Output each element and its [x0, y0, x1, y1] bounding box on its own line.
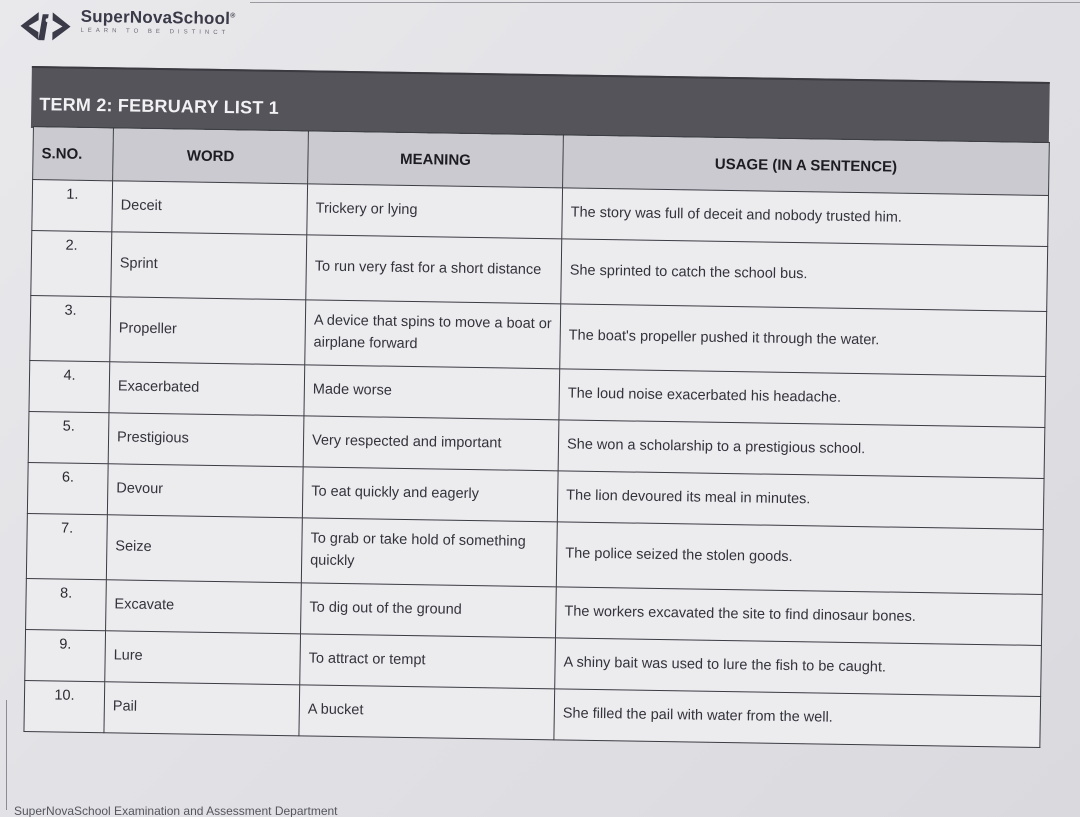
term-title: TERM 2: FEBRUARY LIST 1	[39, 94, 280, 118]
row-usage: The lion devoured its meal in minutes.	[557, 471, 1044, 530]
row-meaning: Very respected and important	[303, 416, 559, 471]
row-sno: 9.	[25, 630, 106, 682]
row-word: Pail	[104, 682, 300, 736]
vocabulary-table	[23, 126, 1049, 748]
logo-mark-icon	[16, 6, 75, 47]
row-word: Prestigious	[108, 413, 304, 467]
header-usage: USAGE (IN A SENTENCE)	[563, 135, 1050, 196]
row-word: Devour	[107, 464, 303, 518]
row-word: Lure	[105, 631, 301, 685]
row-usage: She filled the pail with water from the well.	[554, 689, 1041, 748]
row-meaning: To eat quickly and eagerly	[302, 467, 558, 522]
row-meaning: To attract or tempt	[300, 634, 556, 689]
row-meaning: Trickery or lying	[307, 184, 563, 239]
school-logo	[16, 6, 235, 49]
row-sno: 8.	[26, 579, 107, 631]
row-sno: 4.	[29, 361, 110, 413]
row-usage: The boat's propeller pushed it through the water.	[560, 304, 1047, 377]
row-sno: 7.	[26, 514, 107, 580]
logo-trademark: ®	[230, 12, 236, 20]
row-word: Excavate	[106, 580, 302, 634]
logo-name: SuperNovaSchool	[80, 6, 231, 29]
row-meaning: To run very fast for a short distance	[306, 235, 562, 304]
row-word: Deceit	[112, 181, 308, 235]
row-meaning: To dig out of the ground	[301, 583, 557, 638]
header-meaning: MEANING	[308, 131, 564, 188]
footer-department: SuperNovaSchool Examination and Assessment Department	[14, 804, 338, 817]
row-sno: 2.	[31, 231, 112, 297]
row-word: Exacerbated	[109, 362, 305, 416]
row-sno: 5.	[28, 412, 109, 464]
row-usage: The workers excavated the site to find dinosaur bones.	[555, 587, 1042, 646]
margin-rule	[6, 700, 7, 810]
header-rule	[250, 2, 1080, 3]
row-meaning: A device that spins to move a boat or airplane forward	[305, 300, 561, 369]
row-usage: A shiny bait was used to lure the fish to be caught.	[555, 638, 1042, 697]
row-meaning: A bucket	[299, 685, 555, 740]
row-word: Sprint	[111, 232, 307, 300]
row-usage: She won a scholarship to a prestigious school.	[558, 420, 1045, 479]
row-meaning: Made worse	[304, 365, 560, 420]
row-usage: The loud noise exacerbated his headache.	[559, 369, 1046, 428]
row-sno: 10.	[24, 680, 105, 732]
row-sno: 6.	[27, 463, 108, 515]
row-word: Seize	[106, 515, 302, 583]
header-word: WORD	[113, 128, 309, 184]
row-usage: She sprinted to catch the school bus.	[561, 239, 1048, 312]
row-word: Propeller	[110, 297, 306, 365]
row-usage: The story was full of deceit and nobody trusted him.	[562, 188, 1049, 247]
header-sno: S.NO.	[33, 127, 114, 181]
row-usage: The police seized the stolen goods.	[556, 522, 1043, 595]
row-sno: 3.	[30, 296, 111, 362]
row-meaning: To grab or take hold of something quickly	[301, 518, 557, 587]
logo-tagline: LEARN TO BE DISTINCT	[80, 27, 230, 37]
row-sno: 1.	[32, 180, 113, 232]
